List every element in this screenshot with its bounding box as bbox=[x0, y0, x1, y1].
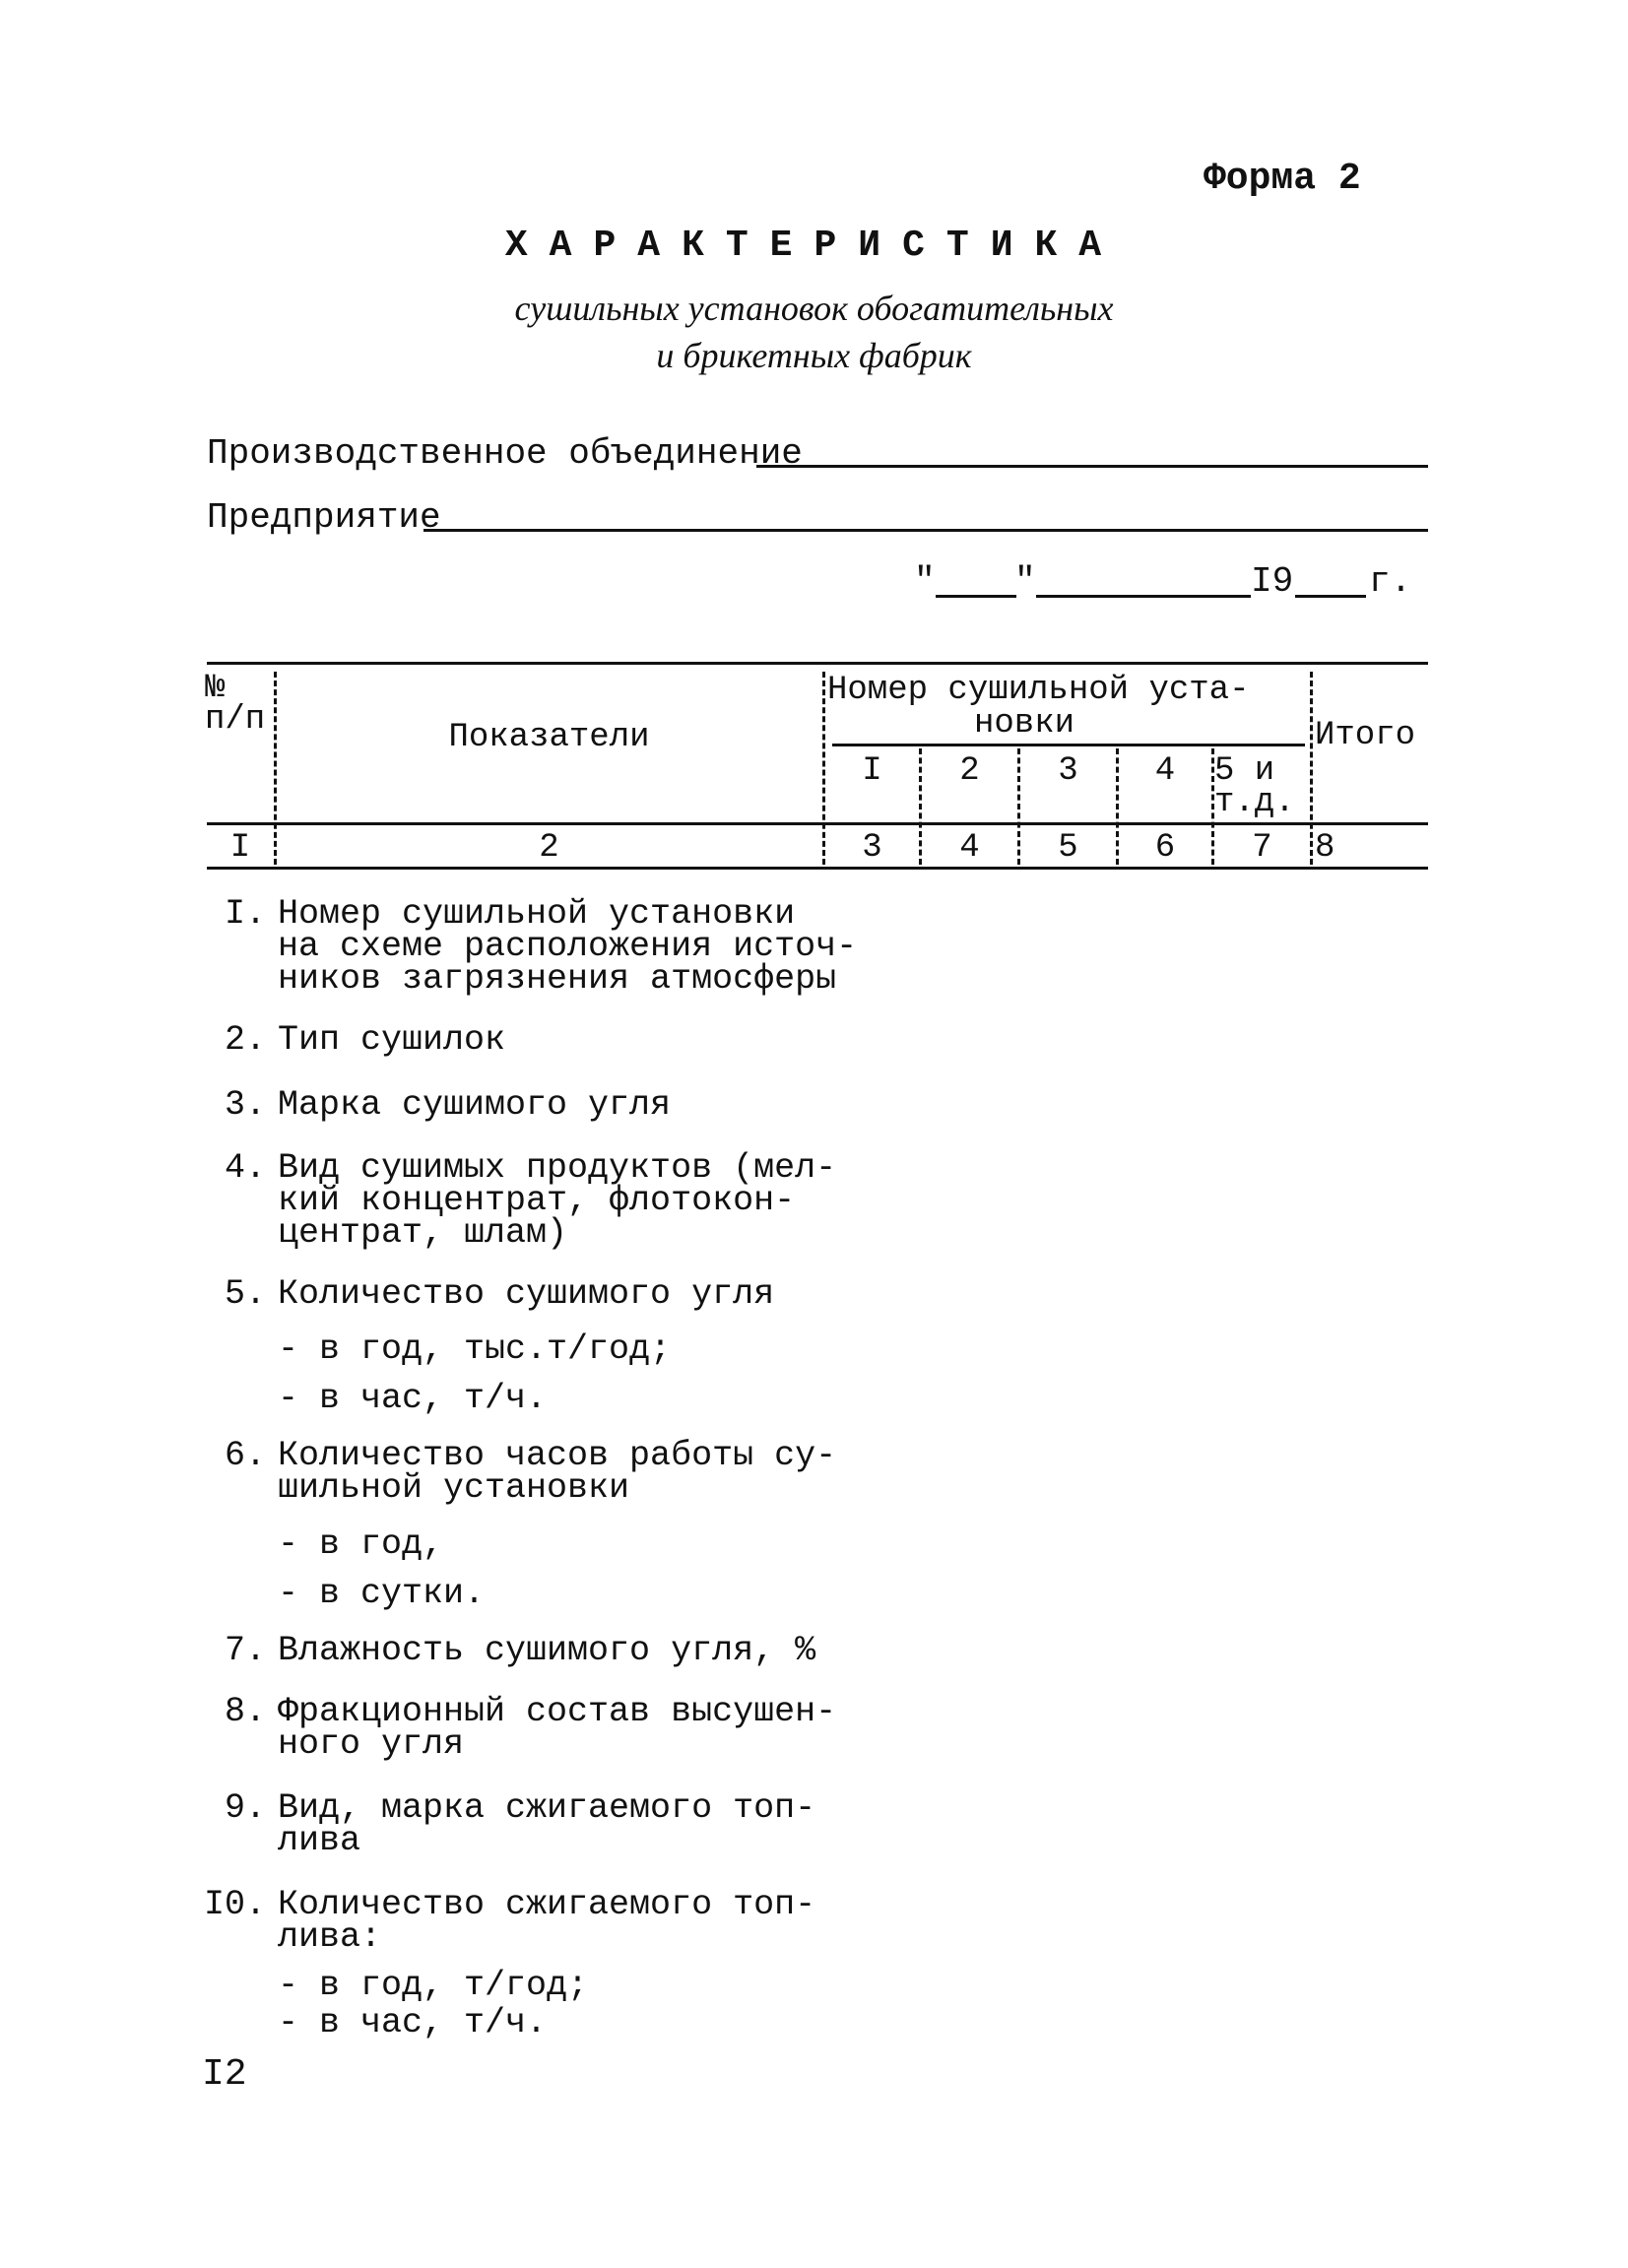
table-top-rule bbox=[207, 662, 1428, 665]
table-numbering-rule bbox=[207, 867, 1428, 870]
page-number: I2 bbox=[202, 2053, 247, 2096]
item-number: 2. bbox=[224, 1020, 266, 1060]
col-no-header-line1: № bbox=[205, 670, 226, 707]
subitem: - в год, т/год; bbox=[278, 1966, 589, 2005]
col-indicators-header: Показатели bbox=[448, 719, 650, 756]
item-text: Вид сушимых продуктов (мел- кий концентрат, флотокон- центрат, шлам) bbox=[278, 1148, 837, 1253]
subitem: - в год, тыс.т/год; bbox=[278, 1329, 672, 1369]
document-title: ХАРАКТЕРИСТИКА bbox=[504, 225, 1124, 267]
date-year-prefix: I9 bbox=[1251, 561, 1294, 602]
subitem: - в год, bbox=[278, 1524, 444, 1564]
group-header-line1: Номер сушильной уста- bbox=[827, 672, 1250, 709]
date-close-quote: " bbox=[1014, 561, 1036, 602]
item-number: 7. bbox=[224, 1631, 266, 1670]
date-year-field[interactable] bbox=[1295, 595, 1366, 598]
item-text: Количество часов работы су- шильной установки bbox=[278, 1436, 837, 1508]
enterprise-field[interactable] bbox=[423, 529, 1428, 532]
numbering-cell: 6 bbox=[1154, 829, 1176, 867]
document-subtitle-line2: и брикетных фабрик bbox=[656, 336, 972, 375]
item-number: 5. bbox=[224, 1274, 266, 1314]
date-open-quote: " bbox=[914, 561, 936, 602]
col-no-header-line2: п/п bbox=[205, 701, 266, 739]
group-header-line2: новки bbox=[973, 705, 1075, 743]
sub-col-5-line1: 5 и bbox=[1214, 752, 1275, 790]
item-text: Фракционный состав высушен- ного угля bbox=[278, 1692, 837, 1764]
item-text: Количество сушимого угля bbox=[278, 1274, 775, 1314]
enterprise-label: Предприятие bbox=[207, 497, 441, 538]
date-year-suffix: г. bbox=[1369, 561, 1412, 602]
numbering-cell: 5 bbox=[1058, 829, 1078, 867]
item-number: I. bbox=[224, 894, 266, 934]
sub-col-2: 2 bbox=[959, 752, 980, 790]
sub-col-4: 4 bbox=[1154, 752, 1176, 790]
item-text: Тип сушилок bbox=[278, 1020, 506, 1060]
sub-col-5-line2: т.д. bbox=[1214, 784, 1295, 821]
association-label: Производственное объединение bbox=[207, 433, 803, 474]
item-text: Влажность сушимого угля, % bbox=[278, 1631, 816, 1670]
sub-col-1: I bbox=[862, 752, 882, 790]
item-text: Вид, марка сжигаемого топ- лива bbox=[278, 1788, 816, 1860]
date-month-field[interactable] bbox=[1036, 595, 1251, 598]
numbering-cell: 2 bbox=[539, 829, 559, 867]
association-field[interactable] bbox=[756, 465, 1428, 468]
numbering-cell: 4 bbox=[959, 829, 980, 867]
numbering-cell: I bbox=[229, 829, 251, 867]
item-number: I0. bbox=[203, 1885, 266, 1924]
col-divider bbox=[1310, 672, 1313, 865]
sub-col-3: 3 bbox=[1058, 752, 1078, 790]
numbering-cell: 3 bbox=[862, 829, 882, 867]
date-day-field[interactable] bbox=[936, 595, 1016, 598]
item-number: 3. bbox=[224, 1085, 266, 1125]
item-text: Номер сушильной установки на схеме расположения источ- ников загрязнения атмосферы bbox=[278, 894, 858, 999]
subitem: - в сутки. bbox=[278, 1574, 486, 1613]
group-header-rule bbox=[832, 744, 1305, 746]
subitem: - в час, т/ч. bbox=[278, 1379, 548, 1418]
item-number: 6. bbox=[224, 1436, 266, 1475]
col-total-header: Итого bbox=[1315, 717, 1416, 754]
item-number: 4. bbox=[224, 1148, 266, 1188]
numbering-cell: 7 bbox=[1252, 829, 1272, 867]
item-number: 9. bbox=[224, 1788, 266, 1828]
form-label: Форма 2 bbox=[1204, 158, 1361, 200]
document-subtitle-line1: сушильных установок обогатительных bbox=[514, 289, 1114, 328]
item-text: Количество сжигаемого топ- лива: bbox=[278, 1885, 816, 1957]
table-header-rule bbox=[207, 822, 1428, 825]
item-number: 8. bbox=[224, 1692, 266, 1731]
item-text: Марка сушимого угля bbox=[278, 1085, 672, 1125]
subitem: - в час, т/ч. bbox=[278, 2003, 548, 2042]
numbering-cell: 8 bbox=[1315, 829, 1335, 867]
